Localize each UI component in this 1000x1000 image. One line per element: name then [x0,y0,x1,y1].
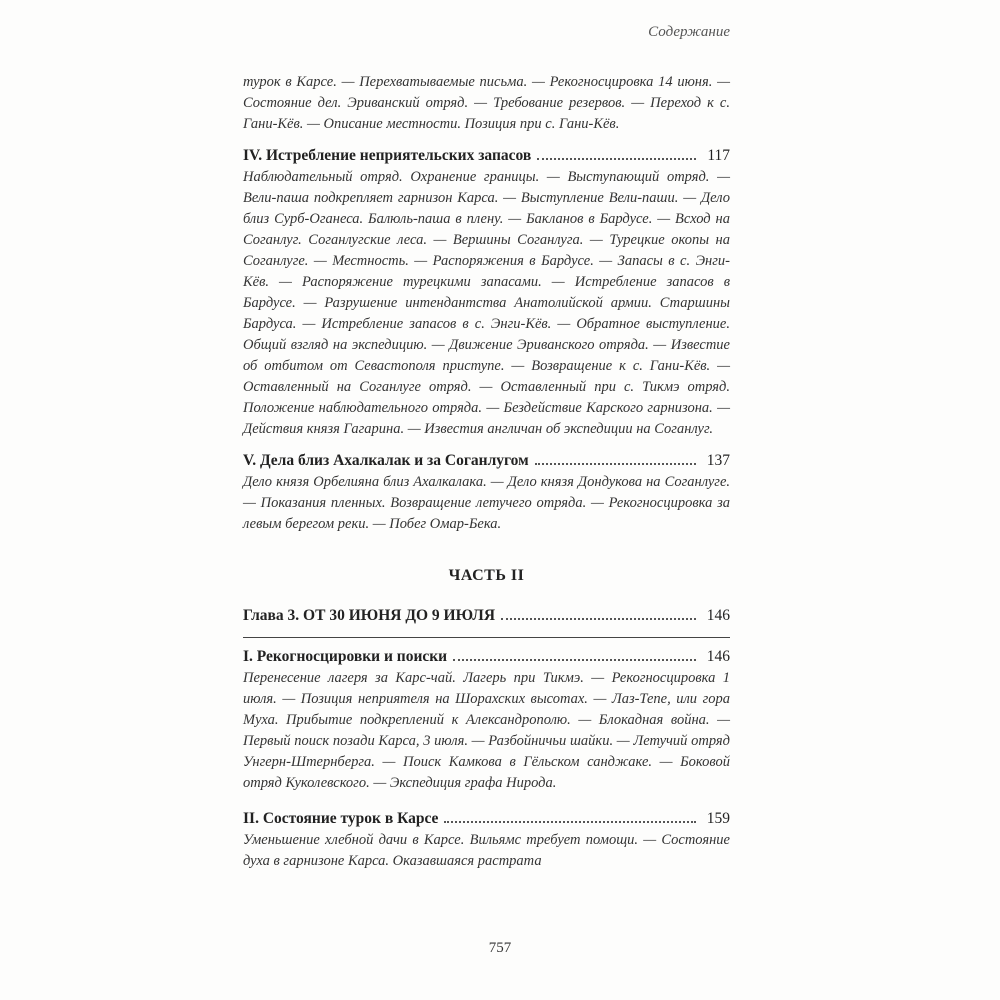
section-title: IV. Истребление неприятельских запасов [243,147,532,164]
dot-leader [501,617,696,620]
section-title: V. Дела близ Ахалкалак и за Соганлугом [243,452,529,469]
page-number: 757 [488,940,512,956]
page-ref: 146 [706,607,730,624]
page-ref: 159 [706,810,730,827]
section-title: II. Состояние турок в Карсе [243,810,439,827]
table-of-contents [243,72,730,872]
section-description: Дело князя Орбелияна близ Ахалкалака. — Дело князя Дондукова на Соганлуге. — Показания пленных. Возвращение летучего отряда. — Рекогносцировка за левым берегом реки. — Побег Омар-Бека. [243,474,730,532]
chapter-title: Глава 3. ОТ 30 ИЮНЯ ДО 9 ИЮЛЯ [243,607,496,624]
section-description: Уменьшение хлебной дачи в Карсе. Вильямс требует помощи. — Состояние духа в гарнизоне Карса. Оказавшаяся растрата [243,832,730,869]
toc-entry-section-5 [243,450,730,472]
dot-leader [453,658,696,661]
section-description: Перенесение лагеря за Карс-чай. Лагерь при Тикмэ. — Рекогносцировка 1 июля. — Позиция неприятеля на Шорахских высотах. — Лаз-Тепе, или гора Муха. Прибытие подкреплений к Александрополю. — Блокадная война. — Первый поиск позади Карса, 3 июля. — Разбойничьи шайки. — Летучий отряд Унгерн-Штернберга. — Поиск Камкова в Гёльском санджаке. — Боковой отряд Куколевского. — Экспедиция графа Нирода. [243,670,730,791]
chapter-divider [243,637,730,638]
part-heading: ЧАСТЬ II [448,567,525,584]
toc-entry-ch3-section-1 [243,646,730,668]
dot-leader [537,157,696,160]
dot-leader [535,462,696,465]
toc-entry-chapter-3 [243,605,730,627]
toc-entry-ch3-section-2 [243,808,730,830]
toc-entry-section-4 [243,145,730,167]
page-ref: 137 [706,452,730,469]
page-ref: 146 [706,648,730,665]
dot-leader [444,820,696,823]
running-head: Содержание [648,24,730,40]
section-description: Наблюдательный отряд. Охранение границы. — Выступающий отряд. — Вели-паша подкрепляет гарнизон Карса. — Выступление Вели-паши. — Дело близ Сурб-Оганеса. Балюль-паша в плену. — Бакланов в Бардусе. — Всход на Соганлуг. Соганлугские леса. — Вершины Соганлуга. — Турецкие окопы на Соганлуге. — Местность. — Распоряжения в Бардусе. — Запасы в с. Энги-Кёв. — Распоряжение турецкими запасами. — Истребление запасов в Бардусе. — Разрушение интендантства Анатолийской армии. Старшины Бардуса. — Истребление запасов в с. Энги-Кёв. — Обратное выступление. Общий взгляд на экспедицию. — Движение Эриванского отряда. — Известие об отбитом от Севастополя приступе. — Возвращение к с. Гани-Кёв. — Оставленный на Соганлуге отряд. — Оставленный при с. Тикмэ отряд. Положение наблюдательного отряда. — Бездействие Карского гарнизона. — Действия князя Гагарина. — Известия англичан об экспедиции на Соганлуг. [243,169,730,437]
continued-description: турок в Карсе. — Перехватываемые письма. — Рекогносцировка 14 июня. — Состояние дел. Эриванский отряд. — Требование резервов. — Переход к с. Гани-Кёв. — Описание местности. Позиция при с. Гани-Кёв. [243,74,730,132]
page-ref: 117 [707,147,730,164]
section-title: I. Рекогносцировки и поиски [243,648,448,665]
